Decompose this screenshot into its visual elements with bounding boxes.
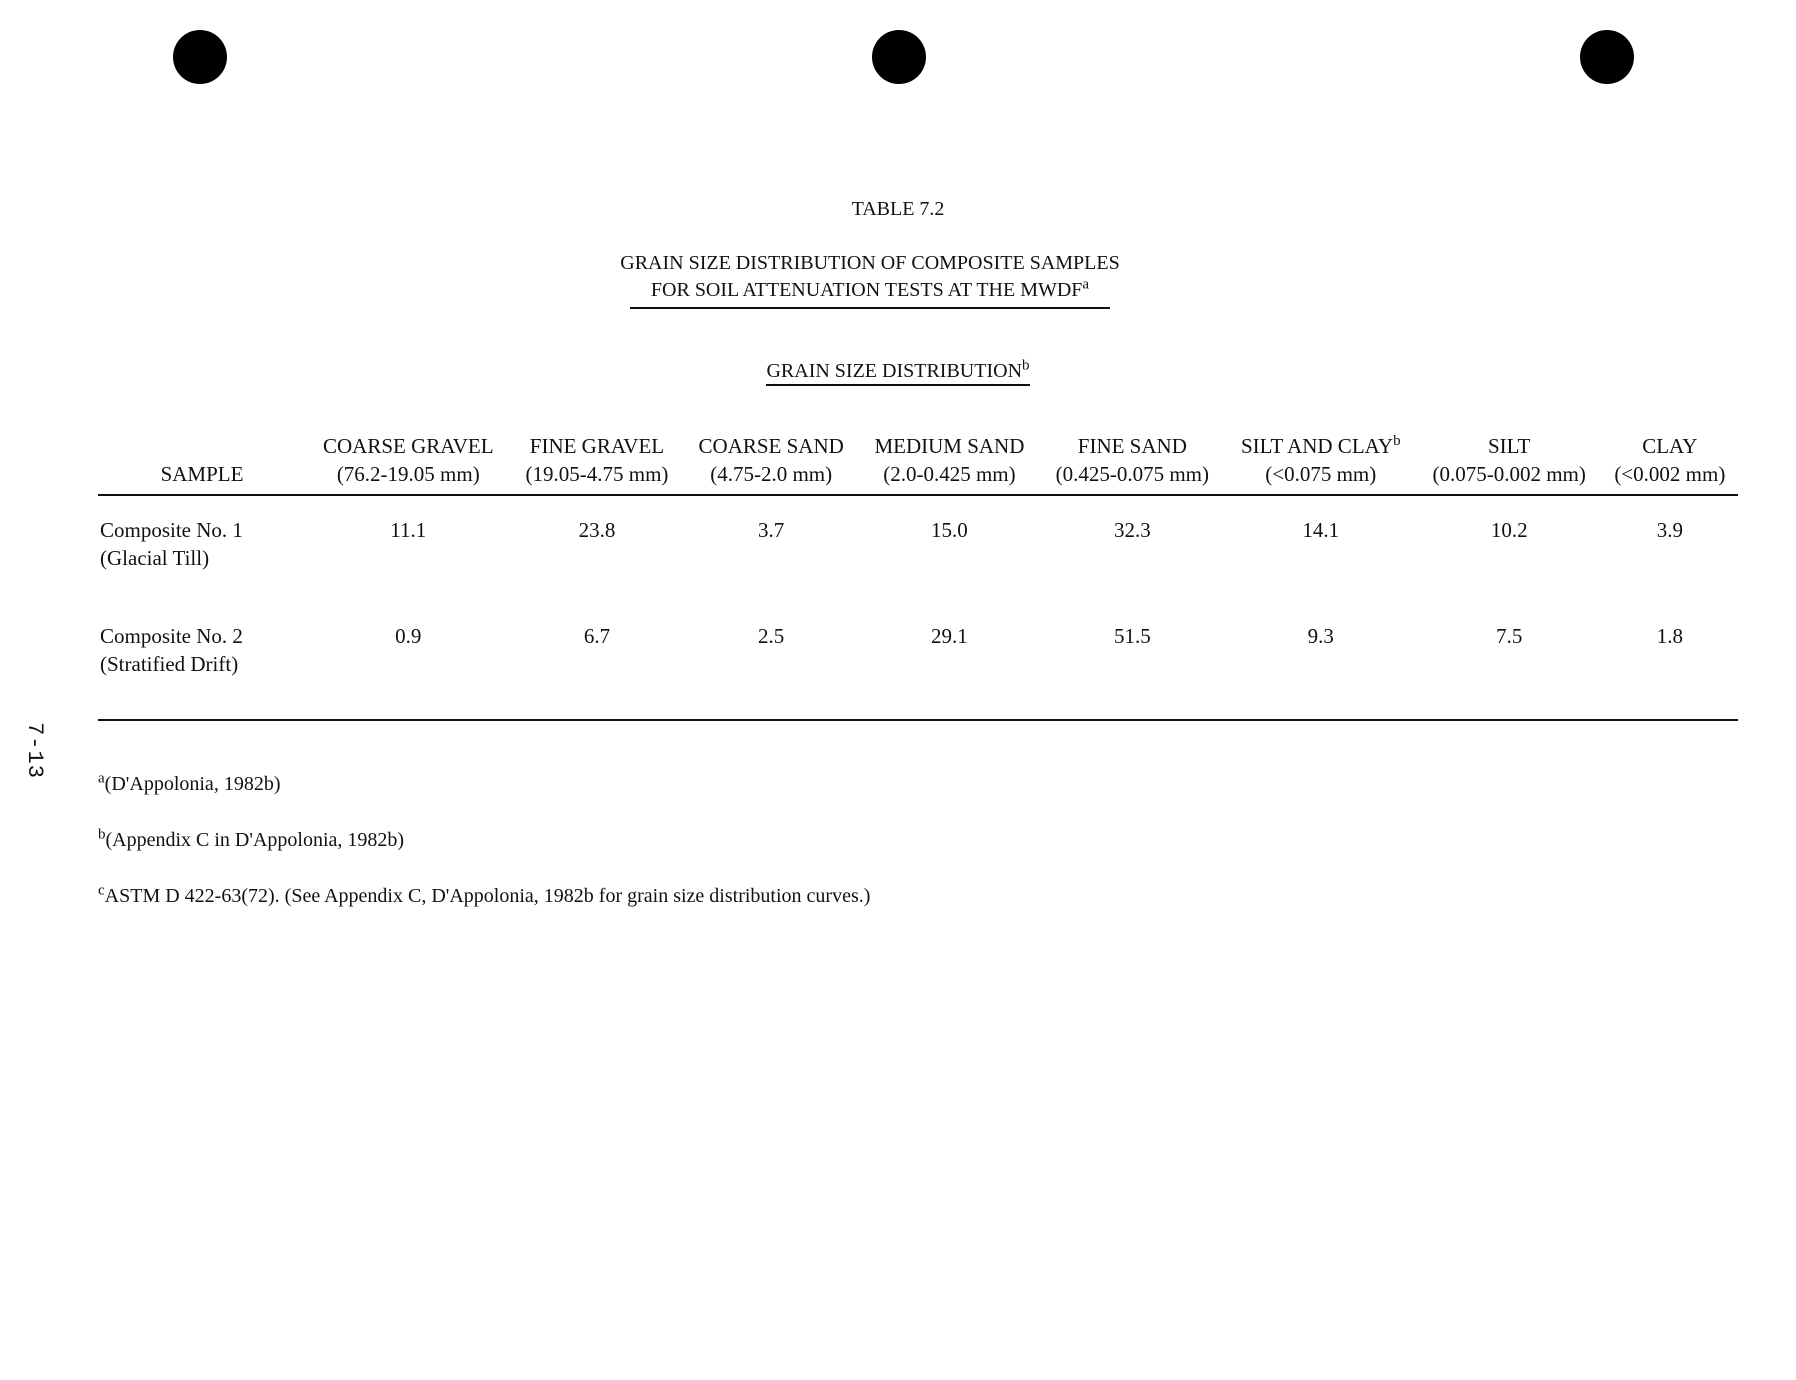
table-title-line-2-text: FOR SOIL ATTENUATION TESTS AT THE MWDF [650,279,1083,301]
footnote-c [98,882,870,910]
value-cell: 51.5 [1113,624,1151,648]
punch-hole-left [173,30,227,84]
column-header-line2: (76.2-19.05 mm) [336,462,480,486]
column-header-medium-sand [859,432,1040,495]
section-heading-text: GRAIN SIZE DISTRIBUTION [766,360,1023,382]
column-header-line1: MEDIUM SAND [874,434,1025,458]
column-header-line2: (2.0-0.425 mm) [883,462,1016,486]
footnotes [98,770,870,938]
column-header-fine-sand [1040,432,1225,495]
column-header-clay [1602,432,1738,495]
value-cell: 11.1 [390,518,427,542]
sample-name: Composite No. 1 [100,518,243,542]
value-cell: 23.8 [578,518,616,542]
table-title-line-2 [620,277,1120,304]
footnote-text: (Appendix C in D'Appolonia, 1982b) [105,829,405,851]
footnote-text: (D'Appolonia, 1982b) [104,773,281,795]
value-cell: 2.5 [758,624,785,648]
table-number: TABLE 7.2 [851,198,945,220]
column-header-line2: (<0.075 mm) [1265,462,1377,486]
punch-hole-right [1580,30,1634,84]
value-cell: 15.0 [931,518,968,542]
value-cell: 0.9 [395,624,422,648]
column-header-line1: SILT [1487,434,1531,458]
title-underline [630,307,1110,309]
footnote-text: ASTM D 422-63(72). (See Appendix C, D'Appolonia, 1982b for grain size distribution curves.) [104,885,871,907]
value-cell: 7.5 [1496,624,1523,648]
column-header-silt [1417,432,1602,495]
value-cell: 10.2 [1490,518,1528,542]
column-header-fine-gravel [511,432,684,495]
column-header-line2: (4.75-2.0 mm) [710,462,833,486]
table-row [98,495,1738,598]
sample-name: Composite No. 2 [100,624,243,648]
column-header-silt-and-clay [1225,432,1417,495]
grain-size-table [98,432,1738,684]
table-header-row [98,432,1738,495]
sample-cell [98,598,306,684]
footnote-a [98,770,870,798]
value-cell: 6.7 [583,624,611,648]
column-header-line2: (<0.002 mm) [1614,462,1726,486]
page-number: 7-13 [21,722,47,779]
column-header-line2: (0.075-0.002 mm) [1432,462,1586,486]
section-heading-footnote-marker: b [1022,357,1030,374]
column-header-line2: (19.05-4.75 mm) [525,462,669,486]
value-cell: 9.3 [1307,624,1334,648]
table-bottom-rule [98,719,1738,721]
column-header-coarse-gravel [306,432,511,495]
column-header-line2: (0.425-0.075 mm) [1055,462,1210,486]
value-cell: 3.7 [758,518,785,542]
table-row [98,598,1738,684]
footnote-b [98,826,870,854]
value-cell: 1.8 [1656,624,1683,648]
column-header-line1: COARSE GRAVEL [322,434,494,458]
column-header-coarse-sand [683,432,859,495]
table-title-line-1: GRAIN SIZE DISTRIBUTION OF COMPOSITE SAMPLES [620,252,1120,274]
section-heading-underlined [766,357,1030,386]
column-header-line1: FINE GRAVEL [529,434,665,458]
footnote-marker: a [98,770,105,787]
sample-cell [98,495,306,598]
footnote-marker: c [98,882,105,899]
column-header-line1: COARSE SAND [698,434,844,458]
table-title-footnote-marker: a [1082,276,1090,293]
column-header-sample [98,432,306,495]
footnote-marker: b [98,826,106,843]
column-header-line1 [1229,432,1413,460]
column-header-line1-text: SILT AND CLAY [1240,434,1394,458]
column-header-line2: SAMPLE [160,462,244,486]
column-header-footnote-marker: b [1393,433,1401,449]
column-header-line1: CLAY [1642,434,1698,458]
table-title [620,250,1120,309]
column-header-line1: FINE SAND [1077,434,1187,458]
sample-type: (Glacial Till) [100,546,210,570]
value-cell: 29.1 [931,624,968,648]
value-cell: 3.9 [1656,518,1683,542]
sample-type: (Stratified Drift) [100,652,239,676]
punch-hole-center [872,30,926,84]
value-cell: 32.3 [1113,518,1151,542]
section-heading [0,357,1796,383]
value-cell: 14.1 [1302,518,1340,542]
